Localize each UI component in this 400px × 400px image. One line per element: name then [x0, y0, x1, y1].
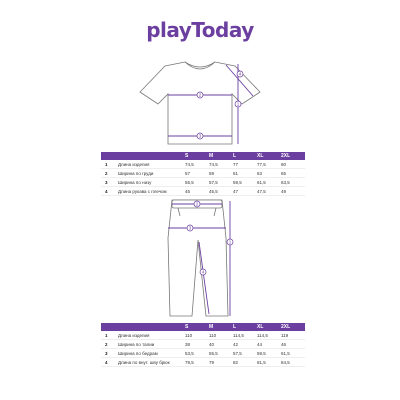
size-header-cell	[101, 323, 118, 331]
size-header-cell: M	[209, 152, 233, 160]
size-header-cell: M	[209, 323, 233, 331]
table-cell: Ширина по талии	[118, 340, 185, 349]
table-cell: 57	[185, 169, 209, 178]
size-header-cell: L	[233, 323, 257, 331]
table-cell: 77	[233, 160, 257, 169]
table-cell: 74,5	[185, 160, 209, 169]
table-cell: 63	[257, 169, 281, 178]
table-cell: 61,5	[257, 178, 281, 187]
table-cell: 1	[101, 331, 118, 340]
table-cell: 3	[101, 178, 118, 187]
table-cell: 81,5	[257, 358, 281, 367]
table-cell: 53,5	[185, 349, 209, 358]
table-cell: 57,5	[209, 178, 233, 187]
tshirt-marker-2: 2	[198, 92, 202, 98]
table-cell: 4	[101, 187, 118, 196]
table-cell: 74,5	[209, 160, 233, 169]
tshirt-marker-3: 3	[198, 133, 202, 139]
table-cell: 2	[101, 169, 118, 178]
table-cell: 44	[257, 340, 281, 349]
table-cell: 55,5	[185, 178, 209, 187]
table-cell: Длина рукава с плечом	[118, 187, 185, 196]
table-cell: 59,5	[257, 349, 281, 358]
table-cell: Ширина по низу	[118, 178, 185, 187]
tshirt-marker-1: 1	[236, 101, 240, 107]
table-row	[101, 178, 305, 187]
table-cell: 114,5	[257, 331, 281, 340]
tshirt-drawing	[0, 60, 400, 150]
size-header-cell: L	[233, 152, 257, 160]
pants-size-table	[101, 323, 305, 367]
table-cell: 1	[101, 160, 118, 169]
tshirt-table-header	[101, 152, 305, 160]
table-cell: 47	[233, 187, 257, 196]
table-cell: 79	[209, 358, 233, 367]
table-row	[101, 331, 305, 340]
table-cell: 4	[101, 358, 118, 367]
table-cell: 45,5	[209, 187, 233, 196]
table-row	[101, 187, 305, 196]
table-cell: 42	[233, 340, 257, 349]
pants-drawing	[0, 198, 400, 320]
table-cell: 63,5	[281, 178, 305, 187]
pants-table-header	[101, 323, 305, 331]
pants-marker-1: 1	[228, 239, 232, 245]
table-cell: 49	[281, 187, 305, 196]
table-row	[101, 349, 305, 358]
table-cell: 114,5	[233, 331, 257, 340]
tshirt-size-table	[101, 152, 305, 196]
table-row	[101, 340, 305, 349]
table-cell: 110	[185, 331, 209, 340]
table-cell: Ширина по бедрам	[118, 349, 185, 358]
table-cell: 79,5	[185, 358, 209, 367]
table-row	[101, 169, 305, 178]
size-header-cell: XL	[257, 152, 281, 160]
table-cell: Ширина по груди	[118, 169, 185, 178]
size-header-cell	[118, 323, 185, 331]
table-cell: 61	[233, 169, 257, 178]
table-cell: 59,5	[233, 178, 257, 187]
table-row	[101, 358, 305, 367]
size-header-cell: 2XL	[281, 152, 305, 160]
table-cell: 82	[233, 358, 257, 367]
table-cell: 2	[101, 340, 118, 349]
table-cell: 65	[281, 169, 305, 178]
table-cell: 59	[209, 169, 233, 178]
pants-marker-4: 4	[201, 269, 205, 275]
size-header-cell	[101, 152, 118, 160]
size-header-cell: XL	[257, 323, 281, 331]
table-cell: 84,5	[281, 358, 305, 367]
table-cell: 3	[101, 349, 118, 358]
size-header-cell	[118, 152, 185, 160]
table-cell: Длина по внут. шву брюк	[118, 358, 185, 367]
table-cell: 38	[185, 340, 209, 349]
table-cell: 57,5	[233, 349, 257, 358]
size-header-cell: S	[185, 323, 209, 331]
table-cell: 55,5	[209, 349, 233, 358]
table-cell: 77,5	[257, 160, 281, 169]
table-cell: Длина изделия	[118, 160, 185, 169]
tshirt-marker-4: 4	[238, 71, 242, 77]
pants-marker-3: 3	[188, 225, 192, 231]
brand-logo: playToday	[146, 18, 254, 42]
table-cell: 40	[209, 340, 233, 349]
pants-marker-2: 2	[195, 201, 199, 207]
table-cell: 80	[281, 160, 305, 169]
table-cell: Длина изделия	[118, 331, 185, 340]
table-cell: 110	[209, 331, 233, 340]
table-cell: 61,5	[281, 349, 305, 358]
size-header-cell: S	[185, 152, 209, 160]
table-cell: 47,5	[257, 187, 281, 196]
size-header-cell: 2XL	[281, 323, 305, 331]
table-cell: 119	[281, 331, 305, 340]
table-cell: 45	[185, 187, 209, 196]
table-cell: 46	[281, 340, 305, 349]
table-row	[101, 160, 305, 169]
